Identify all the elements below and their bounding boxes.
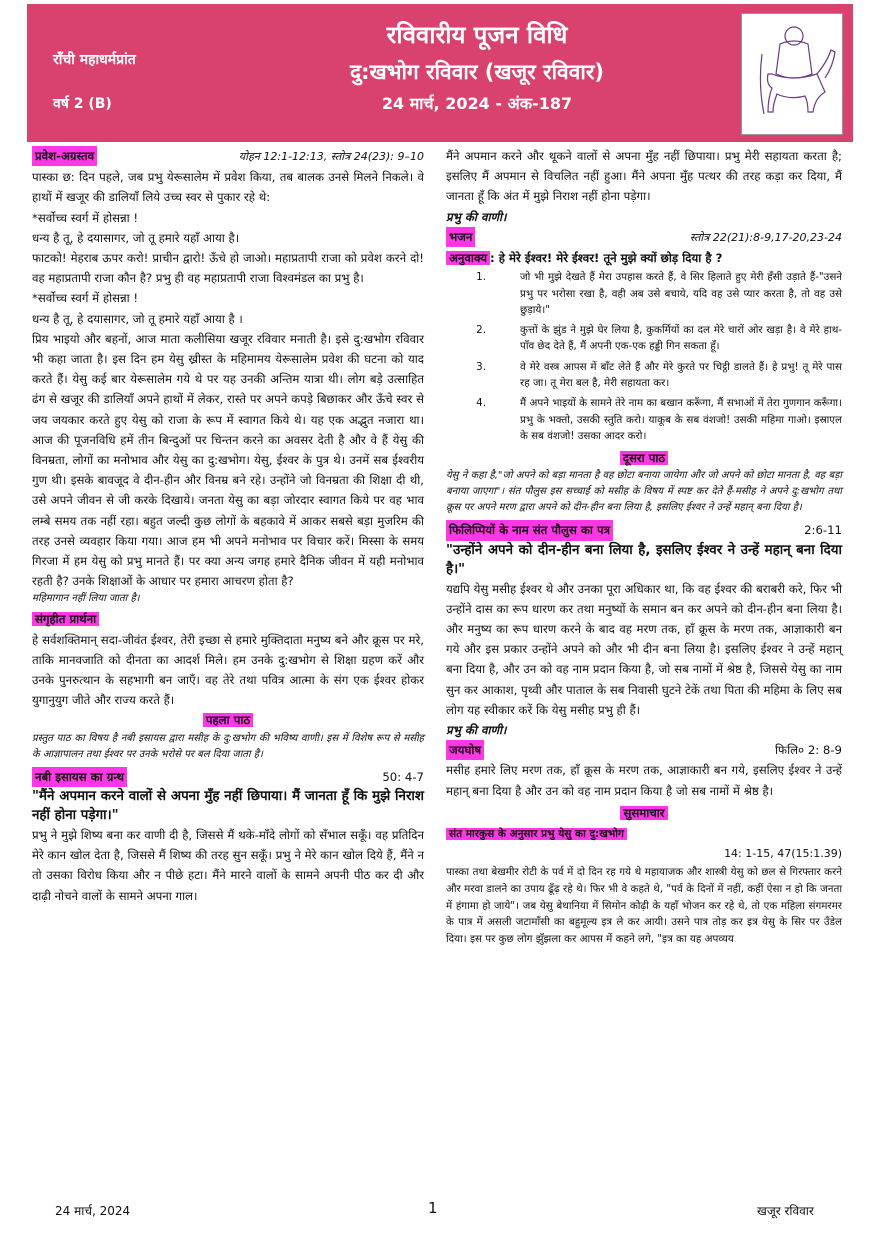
right-column [446, 146, 842, 947]
second-reading-closing: प्रभु की वाणी। [446, 723, 507, 738]
verse-number: 3. [476, 360, 486, 373]
diocese-name: राँची महाधर्मप्रांत [53, 52, 136, 68]
psalm-header [446, 227, 842, 248]
second-reading-label: दूसरा पाठ [620, 451, 668, 465]
psalm-verse [446, 359, 842, 392]
verse-number: 1. [476, 271, 486, 284]
psalm-label: भजन [446, 227, 475, 247]
verse-text: कुत्तों के झुंड ने मुझे घेर लिया है, कुकर्मियों का दल मेरे चारों ओर खड़ा है। वे मेरे हाथ-पाँव छेद देते हैं, मैं अपनी एक-एक हड्डी गिन सकता हूँ। [520, 324, 842, 353]
acclamation-header [446, 740, 842, 760]
gloria-note: महिमागान नहीं लिया जाता है। [32, 593, 140, 605]
gospel-text: पास्का तथा बेखमीर रोटी के पर्व में दो दिन रह गये थे महायाजक और शास्त्री येसु को छल से गिरफ्तार करने और मरवा डालने का उपाय ढूँढ़ रहे थे। फिर भी वे कहते थे, "पर्व के दिनों में नहीं, कहीं ऐसा न हो कि जनता में हंगामा हो जाये"। जब येसु बेथानिया में सिमोन कोढ़ी के यहाँ भोजन कर रहे थे, तो एक महिला संगमरमर के पात्र में असली जटामाँसी का बहुमूल्य इत्र ले कर आयी। उसने पात्र तोड़ कर इत्र येसु के सिर पर उँडेल दिया। इस पर कुछ लोग झुँझला कर आपस में कहने लगे, "इत्र का यह अपव्यय [446, 866, 842, 945]
isaiah-quote: "मैंने अपमान करने वालों से अपना मुँह नहीं छिपाया। मैं जानता हूँ कि मुझे निराश नहीं होना पड़ेगा।" [32, 788, 424, 823]
isaiah-book: नबी इसायस का ग्रन्थ [32, 767, 127, 787]
footer-sunday: खजूर रविवार [757, 1204, 814, 1218]
verse-text: मैं अपने भाइयों के सामने तेरे नाम का बखान करूँगा, मैं सभाओं में तेरा गुणगान करूँगा। प्रभु के भक्तो, उसकी स्तुति करो। याकूब के सब वंशजो! उसकी महिमा गाओ। इस्राएल के सब वंशजो! उसका आदर करो। [520, 397, 842, 442]
psalm-verse [446, 322, 842, 355]
entrance-para: धन्य है तू, हे दयासागर, जो तू हमारे यहाँ आया है । [32, 311, 243, 326]
first-reading-closing: प्रभु की वाणी। [446, 209, 507, 224]
isaiah-continued: मैंने अपमान करने और थूकने वालों से अपना मुँह नहीं छिपाया। प्रभु मेरी सहायता करता है; इसलिए मैं अपमान से विचलित नहीं हुआ। मैंने अपना मुँह पत्थर की तरह कड़ा कर दिया, मैं जानता हूँ कि अंत में मुझे निराश नहीं होना पड़ेगा। [446, 149, 843, 204]
entrance-label: प्रवेश-अग्रस्तव [32, 146, 97, 166]
footer-date: 24 मार्च, 2024 [55, 1204, 131, 1218]
first-reading-label: पहला पाठ [203, 713, 253, 727]
psalm-response-label: अनुवाक्य [446, 251, 490, 265]
gospel-book: संत मारकुस के अनुसार प्रभु येसु का दु:खभोग [446, 828, 627, 840]
gospel-label: सुसमाचार [620, 806, 667, 820]
entrance-para: पास्का छ: दिन पहले, जब प्रभु येरूसालेम में प्रवेश किया, तब बालक उनसे मिलने निकले। वे हाथों में खजूर की डालियाँ लिये उच्च स्वर से पुकार रहे थे: [32, 170, 424, 205]
isaiah-header [32, 767, 424, 787]
header-banner [27, 4, 853, 142]
left-column [32, 146, 424, 906]
verse-text: वे मेरे वस्त्र आपस में बाँट लेते हैं और मेरे कुरते पर चिट्ठी डालते हैं। हे प्रभु! तू मेरे पास रह जा। तू मेरा बल है, मेरी सहायता कर। [520, 360, 842, 389]
psalm-verses [446, 269, 842, 444]
philippians-book: फिलिप्पियों के नाम संत पौलुस का पत्र [446, 520, 613, 540]
gospel-ref: 14: 1-15, 47(15:1.39) [724, 847, 842, 861]
collect-header [32, 609, 424, 629]
jesus-on-donkey-icon [742, 14, 842, 134]
entrance-para: *सर्वोच्च स्वर्ग में होसन्ना ! [32, 291, 139, 306]
first-reading-intro: प्रस्तुत पाठ का विषय है नबी इसायस द्वारा मसीह के दु:खभोग की भविष्य वाणी। इस में विशेष रूप से मसीह के आज्ञापालन तथा ईश्वर पर उनके भरोसे पर बल दिया जाता है। [32, 732, 424, 760]
entrance-header [32, 146, 424, 167]
verse-number: 2. [476, 324, 486, 337]
isaiah-text: प्रभु ने मुझे शिष्य बना कर वाणी दी है, जिससे मैं थके-माँदे लोगों को सँभाल सकूँ। वह प्रतिदिन मेरे कान खोल देता है, जिससे मैं शिष्य की तरह सुन सकूँ। प्रभु ने मेरे कान खोल दिये हैं, मैंने न तो उसका विरोध किया और न पीछे हटा। मैंने मारने वालों के सामने अपनी पीठ कर दी और दाढ़ी नोचने वालों के सामने अपना गाल। [32, 827, 424, 903]
entrance-ref: योहन 12:1-12:13, स्तोत्र 24(23): 9–10 [238, 150, 424, 163]
gospel-book-row [446, 823, 842, 844]
philippians-ref: 2:6-11 [804, 523, 842, 538]
page-subtitle: दु:खभोग रविवार (खजूर रविवार) [349, 60, 605, 84]
acclamation-text: मसीह हमारे लिए मरण तक, हाँ क्रूस के मरण तक, आज्ञाकारी बन गये, इसलिए ईश्वर ने उन्हें महान् बना दिया है और उन को वह नाम प्रदान किया है जो सब नामों में श्रेष्ठ है। [446, 763, 842, 798]
psalm-ref: स्तोत्र 22(21):8-9,17-20,23-24 [689, 230, 842, 244]
psalm-response-text: : हे मेरे ईश्वर! मेरे ईश्वर! तूने मुझे क्यों छोड़ दिया है ? [489, 251, 723, 266]
issue-date: 24 मार्च, 2024 - अंक-187 [381, 94, 573, 113]
first-reading-header [32, 710, 424, 730]
psalm-verse [446, 395, 842, 444]
entrance-para: धन्य है तू, हे दयासागर, जो तू हमारे यहाँ आया है। [32, 230, 240, 245]
isaiah-ref: 50: 4-7 [382, 769, 424, 784]
verse-text: जो भी मुझे देखते हैं मेरा उपहास करते हैं, वे सिर हिलाते हुए मेरी हँसी उड़ाते हैं-"उसने प्रभु पर भरोसा रखा है, वही अब उसे बचाये, यदि वह उसे प्यार करता है, तो वह उसे छुड़ाये।" [520, 271, 842, 316]
page-number: 1 [428, 1199, 438, 1217]
second-reading-header [446, 448, 842, 468]
acclamation-label: जयघोष [446, 740, 484, 760]
acclamation-ref: फिलि० 2: 8-9 [775, 743, 842, 758]
second-reading-intro: येसु ने कहा है,"जो अपने को बड़ा मानता है वह छोटा बनाया जायेगा और जो अपने को छोटा मानता है, वह बड़ा बनाया जाएगा"। संत पौलुस इस सच्चाई को मसीह के विषय में स्पष्ट कर देते हैं-मसीह ने अपने दु:खभोग तथा क्रूस पर अपने मरण द्वारा अपने को दीन-हीन बना लिया है, इसलिए ईश्वर ने उन्हें महान् बना दिया है। [446, 470, 842, 514]
entrance-para: *सर्वोच्च स्वर्ग में होसन्ना ! [32, 210, 139, 225]
page-title: रविवारीय पूजन विधि [386, 21, 568, 49]
liturgical-year: वर्ष 2 (B) [53, 96, 112, 112]
philippians-header [446, 520, 842, 540]
jesus-on-donkey-illustration [741, 13, 843, 135]
collect-label: संगृहीत प्रार्थना [32, 612, 99, 626]
psalm-response [446, 248, 842, 268]
psalm-verse [446, 269, 842, 318]
collect-text: हे सर्वशक्तिमान् सदा-जीवंत ईश्वर, तेरी इच्छा से हमारे मुक्तिदाता मनुष्य बने और क्रूस पर मरे, ताकि मानवजाति को दीनता का आदर्श मिले। हम उनके दु:खभोग से शिक्षा ग्रहण करें और उनके पुनरुत्थान के सहभागी बन जाएँ। वह तेरे तथा पवित्र आत्मा के संग एक ईश्वर होकर युगानुयुग जीते और राज्य करते हैं। [32, 632, 424, 708]
gospel-header [446, 803, 842, 823]
entrance-para: प्रिय भाइयो और बहनों, आज माता कलीसिया खजूर रविवार मनाती है। इसे दु:खभोग रविवार भी कहा जाता है। इस दिन हम येसु ख्रीस्त के महिमामय येरूसालेम प्रवेश की घटना को याद करते हैं। येसु कई बार येरूसालेम गये थे पर यह उनकी अन्तिम यात्रा थी। लोग बड़े उत्साहित ढंग से खजूर की डालियाँ अपने हाथों में लेकर, रास्ते पर अपने कपड़े बिछाकर और ऊँचे स्वर से जय जयकार करते हुए येसु को राजा के रूप में स्वागत किये थे। यह एक अद्भुत नजारा था। आज की पूजनविधि हमें तीन बिन्दुओं पर चिन्तन करने का अवसर देती है और वे हैं येसु की विनम्रता, लोगों का मनोभाव और येसु का दु:खभोग। येसु, ईश्वर के पुत्र थे। उनमें सब ईश्वरीय गुण थी। इसके बावजूद वे दीन-हीन और विनम्र बने रहे। उन्होंने जो विनम्रता की शिक्षा दी थी, उसे अपने जीवन से जी करके दिखाये। जनता येसु का बड़ा जोरदार स्वागत किये पर वह भाव लम्बे समय तक नहीं रहा। बहुत जल्दी कुछ लोगों के बहकावे में आकर सबसे बड़ा मुजरिम की तरह उनसे व्यवहार किया गया। आज हम भी अपने मनोभाव पर विचार करें। मिस्सा के समय गिरजा में हम येसु को प्रभु मानते हैं। पर क्या अन्य जगह हमारे दैनिक जीवन में यही मनोभाव रहती है? उनके शिक्षाओं के आधार पर हमारा आचरण होता है? [32, 331, 424, 589]
verse-number: 4. [476, 397, 486, 410]
philippians-quote: "उन्होंने अपने को दीन-हीन बना लिया है, इसलिए ईश्वर ने उन्हें महान् बना दिया है।" [446, 542, 842, 577]
entrance-para: फाटको! मेहराब ऊपर करो! प्राचीन द्वारो! ऊँचे हो जाओ। महाप्रतापी राजा को प्रवेश करने दो! वह महाप्रतापी राजा कौन है? प्रभु ही वह महाप्रतापी राजा विश्वमंडल का प्रभु है। [32, 251, 424, 286]
philippians-text: यद्यपि येसु मसीह ईश्वर थे और उनका पूरा अधिकार था, कि वह ईश्वर की बराबरी करे, फिर भी उन्होंने दास का रूप धारण कर तथा मनुष्यों के समान बन कर अपने को दीन-हीन बना लिया है। और मनुष्य का रूप धारण करने के बाद वह मरण तक, हाँ क्रूस के मरण तक, आज्ञाकारी बन गये और इस प्रकार उन्होंने अपने को और भी दीन बना लिया है। इसलिए ईश्वर ने उन्हें महान् बना दिया है, और उन को वह नाम प्रदान किया है, जो सब नामों में श्रेष्ठ है, जिससे येसु का नाम सुन कर आकाश, पृथ्वी और पाताल के सब निवासी घुटने टेकें तथा पिता की महिमा के लिए सब लोग यह स्वीकार करें कि येसु मसीह प्रभु ही हैं। [446, 581, 842, 717]
